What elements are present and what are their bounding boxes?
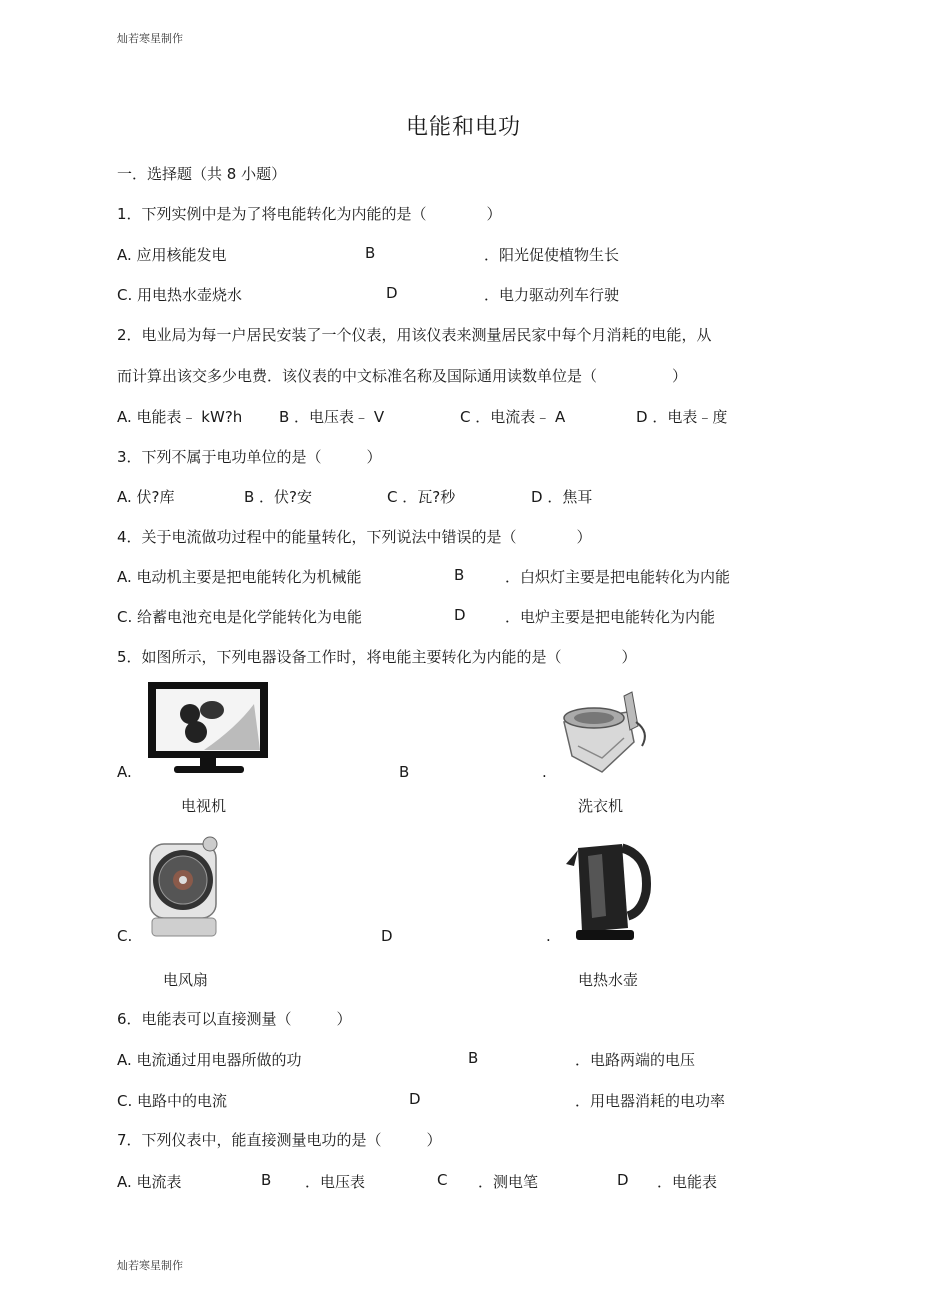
television-image: [146, 680, 272, 776]
q6-stem: 6．电能表可以直接测量（ ）: [117, 1010, 352, 1028]
q3-stem: 3．下列不属于电功单位的是（ ）: [117, 448, 382, 466]
washing-machine-image: [558, 682, 654, 778]
q2-option-c: C ．电流表﹣ A: [460, 408, 566, 426]
q5-option-c-letter: C.: [117, 927, 133, 945]
q3-option-b: B ．伏?安: [244, 488, 313, 506]
q7-option-c: ．测电笔: [478, 1173, 539, 1191]
q2-option-b: B ．电压表﹣ V: [279, 408, 385, 426]
q4-option-b: ．白炽灯主要是把电能转化为内能: [505, 568, 731, 586]
page-footer: 灿若寒星制作: [117, 1259, 183, 1272]
q1-stem: 1．下列实例中是为了将电能转化为内能的是（ ）: [117, 205, 502, 223]
q1-option-a: A. 应用核能发电: [117, 246, 227, 264]
q2-stem-line2: 而计算出该交多少电费．该仪表的中文标准名称及国际通用读数单位是（ ）: [117, 367, 688, 385]
q4-option-c: C. 给蓄电池充电是化学能转化为电能: [117, 608, 363, 626]
q5-option-d-letter: D: [381, 927, 393, 945]
q6-option-d-letter: D: [409, 1090, 421, 1108]
q6-option-b-letter: B: [468, 1049, 479, 1067]
q1-option-d-letter: D: [386, 284, 398, 302]
q6-option-b: ．电路两端的电压: [575, 1051, 696, 1069]
q4-option-d: ．电炉主要是把电能转化为内能: [505, 608, 716, 626]
q4-stem: 4．关于电流做功过程中的能量转化，下列说法中错误的是（ ）: [117, 528, 592, 546]
q5-option-b-dot: .: [542, 763, 547, 781]
q2-stem-line1: 2．电业局为每一户居民安装了一个仪表，用该仪表来测量居民家中每个月消耗的电能，从: [117, 326, 712, 344]
q7-option-b: ．电压表: [305, 1173, 366, 1191]
q1-option-d: ．电力驱动列车行驶: [484, 286, 620, 304]
q7-option-d: ．电能表: [657, 1173, 718, 1191]
q5-caption-d: 电热水壶: [578, 971, 639, 989]
electric-kettle-image: [562, 836, 658, 944]
q7-option-a: A. 电流表: [117, 1173, 182, 1191]
electric-fan-image: [144, 836, 226, 940]
page-title: 电能和电功: [406, 115, 522, 140]
page-header: 灿若寒星制作: [117, 32, 183, 45]
q1-option-c: C. 用电热水壶烧水: [117, 286, 243, 304]
q7-option-c-letter: C: [437, 1171, 448, 1189]
q7-option-b-letter: B: [261, 1171, 272, 1189]
q5-option-b-letter: B: [399, 763, 410, 781]
q2-option-a: A. 电能表﹣ kW?h: [117, 408, 243, 426]
q4-option-a: A. 电动机主要是把电能转化为机械能: [117, 568, 362, 586]
q5-option-d-dot: .: [546, 927, 551, 945]
q5-option-a-letter: A.: [117, 763, 132, 781]
q4-option-d-letter: D: [454, 606, 466, 624]
q6-option-a: A. 电流通过用电器所做的功: [117, 1051, 302, 1069]
q7-stem: 7．下列仪表中，能直接测量电功的是（ ）: [117, 1131, 442, 1149]
section-heading: 一．选择题（共 8 小题）: [117, 165, 287, 183]
q3-option-d: D ．焦耳: [531, 488, 593, 506]
q7-option-d-letter: D: [617, 1171, 629, 1189]
q5-stem: 5．如图所示，下列电器设备工作时，将电能主要转化为内能的是（ ）: [117, 648, 637, 666]
q2-option-d: D ．电表﹣度: [636, 408, 728, 426]
q5-caption-b: 洗衣机: [578, 797, 624, 815]
q5-caption-a: 电视机: [181, 797, 227, 815]
q4-option-b-letter: B: [454, 566, 465, 584]
q6-option-d: ．用电器消耗的电功率: [575, 1092, 726, 1110]
q6-option-c: C. 电路中的电流: [117, 1092, 228, 1110]
q3-option-c: C ．瓦?秒: [387, 488, 456, 506]
q1-option-b-letter: B: [365, 244, 376, 262]
q5-caption-c: 电风扇: [163, 971, 209, 989]
q3-option-a: A. 伏?库: [117, 488, 175, 506]
q1-option-b: ．阳光促使植物生长: [484, 246, 620, 264]
